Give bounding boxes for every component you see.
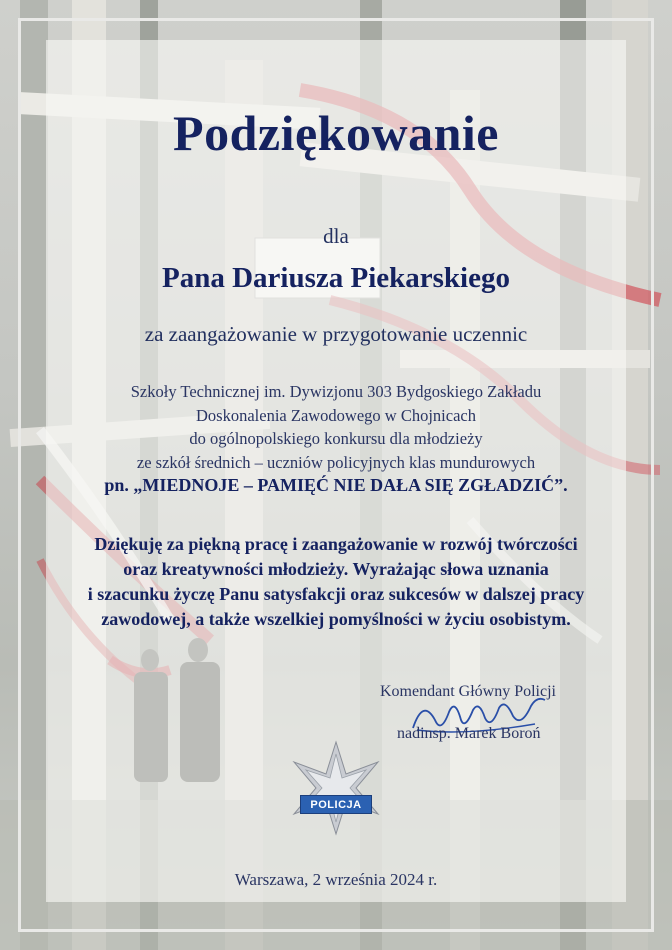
lead-sentence: za zaangażowanie w przygotowanie uczennic: [144, 322, 528, 346]
thanks-line: zawodowej, a także wszelkiej pomyślności w życiu osobistym.: [101, 609, 571, 629]
signatory-title: Komendant Główny Policji: [380, 683, 556, 700]
body-line: Szkoły Technicznej im. Dywizjonu 303 Bydgoskiego Zakładu: [130, 382, 542, 401]
body-line: do ogólnopolskiego konkursu dla młodzieży: [189, 429, 483, 448]
body-paragraph: [0, 380, 672, 498]
thanks-line: Dziękuję za piękną pracę i zaangażowanie w rozwój twórczości: [94, 534, 578, 554]
certificate-title: Podziękowanie: [173, 105, 499, 161]
contest-name: pn. „MIEDNOJE – PAMIĘĆ NIE DAŁA SIĘ ZGŁADZIĆ”.: [104, 475, 568, 495]
police-star-badge-icon: [286, 740, 386, 836]
police-badge-label: POLICJA: [300, 795, 372, 814]
for-label: dla: [323, 224, 349, 248]
thanks-line: oraz kreatywności młodzieży. Wyrażając słowa uznania: [123, 559, 549, 579]
signatory-name: nadinsp. Marek Boroń: [397, 725, 541, 742]
place-and-date: Warszawa, 2 września 2024 r.: [234, 870, 438, 889]
recipient-name: Pana Dariusza Piekarskiego: [162, 262, 510, 294]
body-line: ze szkół średnich – uczniów policyjnych klas mundurowych: [136, 452, 536, 472]
thanks-line: i szacunku życzę Panu satysfakcji oraz sukcesów w dalszej pracy: [87, 584, 585, 604]
thanks-paragraph: [0, 532, 672, 632]
body-line: Doskonalenia Zawodowego w Chojnicach: [196, 405, 476, 425]
